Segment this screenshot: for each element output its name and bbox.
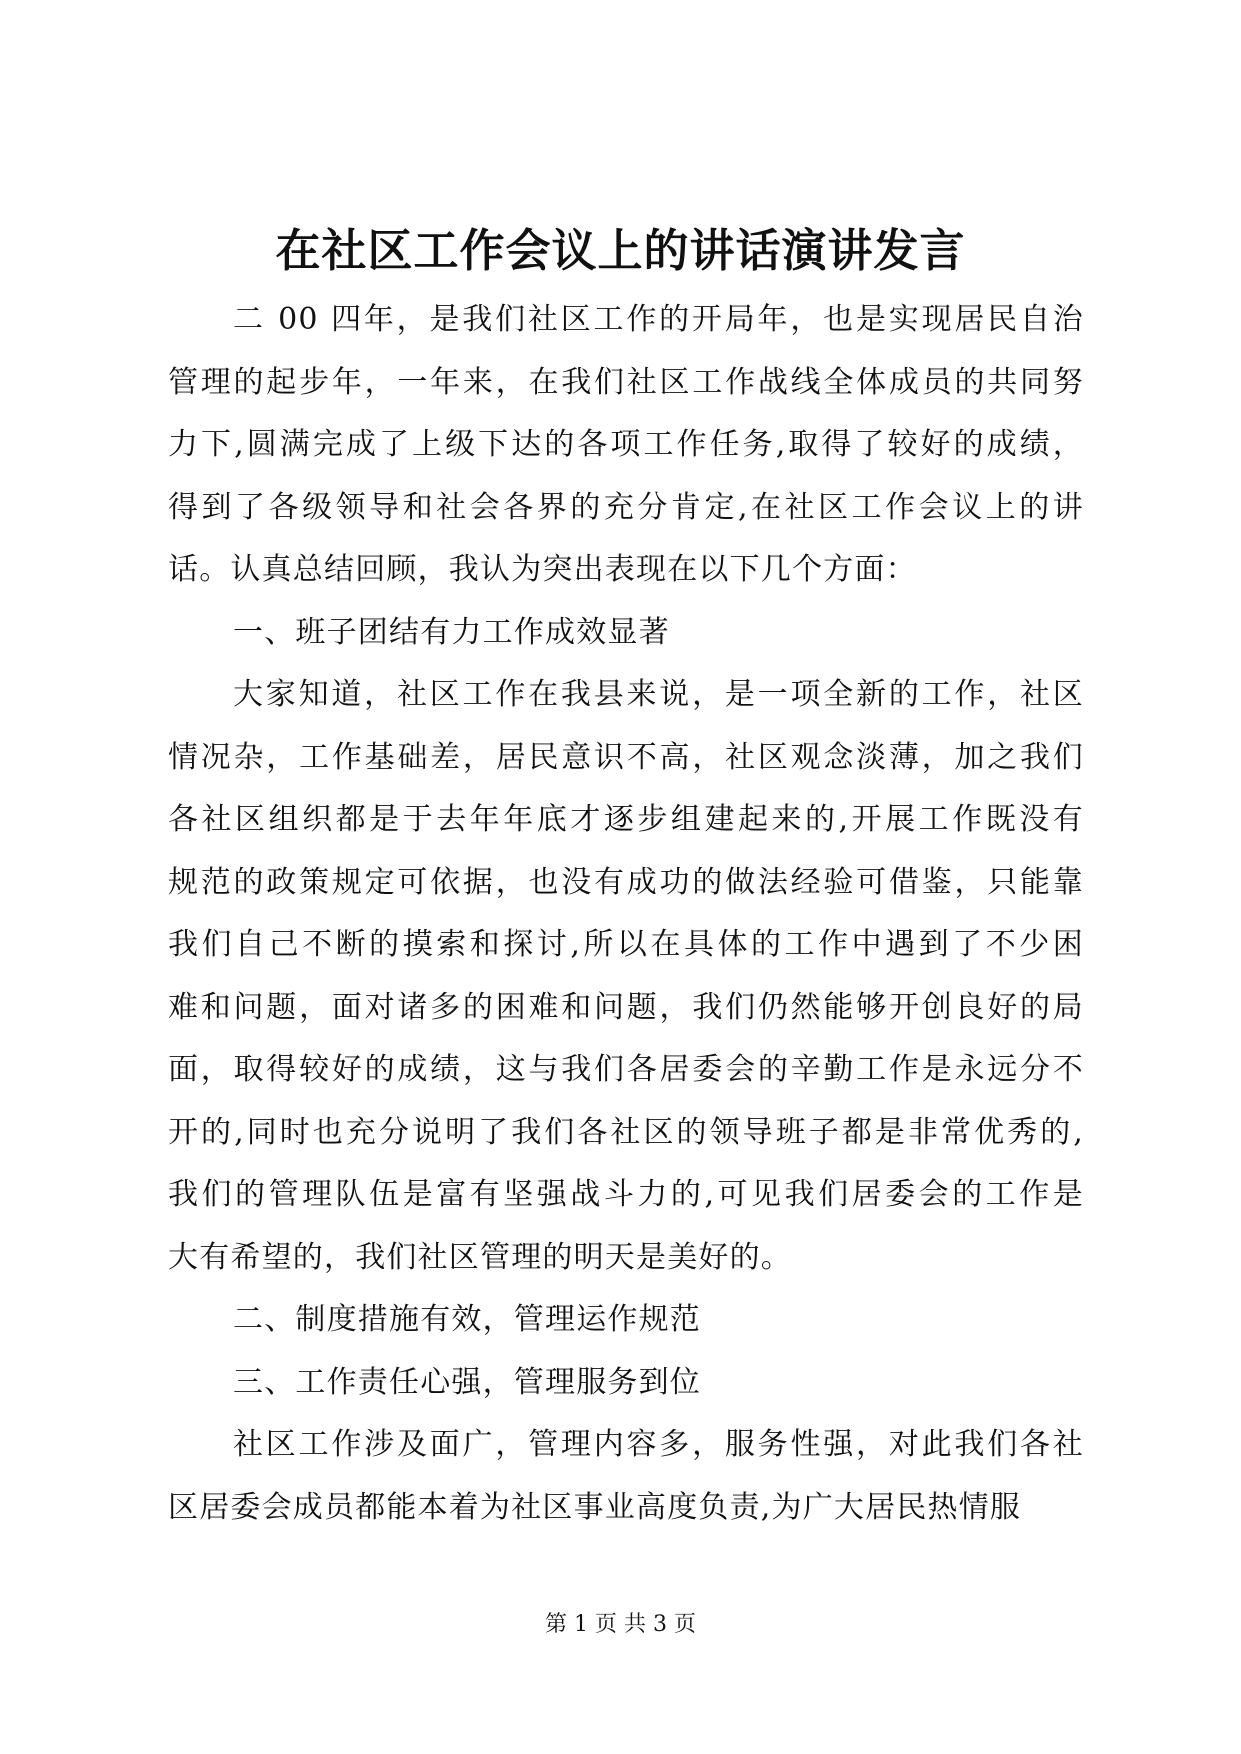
paragraph-line: 难和问题，面对诸多的困难和问题，我们仍然能够开创良好的局: [168, 989, 1084, 1025]
paragraph-line: 大有希望的，我们社区管理的明天是美好的。: [168, 1239, 792, 1275]
paragraph-line: 一、班子团结有力工作成效显著: [233, 614, 670, 650]
paragraph-line: 我们自己不断的摸索和探讨,所以在具体的工作中遇到了不少困: [168, 927, 1084, 962]
paragraph: [168, 1289, 1084, 1352]
paragraph-line: 管理的起步年，一年来，在我们社区工作战线全体成员的共同努: [168, 364, 1084, 400]
paragraph-line: 话。认真总结回顾，我认为突出表现在以下几个方面：: [168, 552, 917, 587]
paragraph-line: 情况杂，工作基础差，居民意识不高，社区观念淡薄，加之我们: [168, 739, 1084, 775]
paragraph: [168, 289, 1084, 602]
paragraph-line: 力下,圆满完成了上级下达的各项工作任务,取得了较好的成绩，: [168, 427, 1084, 462]
paragraph-line: 面，取得较好的成绩，这与我们各居委会的辛勤工作是永远分不: [168, 1052, 1084, 1087]
paragraph-line: 区居委会成员都能本着为社区事业高度负责,为广大居民热情服: [168, 1489, 1022, 1525]
paragraph-line: 我们的管理队伍是富有坚强战斗力的,可见我们居委会的工作是: [168, 1177, 1084, 1212]
paragraph-line: 二 00 四年，是我们社区工作的开局年，也是实现居民自治: [233, 302, 1084, 337]
paragraph: [168, 664, 1084, 1289]
document-title: 在社区工作会议上的讲话演讲发言: [275, 224, 966, 277]
paragraph: [168, 602, 1084, 665]
paragraph-line: 三、工作责任心强，管理服务到位: [233, 1364, 701, 1400]
page-footer: 第 1 页 共 3 页: [545, 1612, 696, 1637]
document-body: [168, 289, 1084, 1539]
paragraph: [168, 1414, 1084, 1539]
paragraph-line: 大家知道，社区工作在我县来说，是一项全新的工作，社区: [233, 677, 1084, 712]
paragraph-line: 开的,同时也充分说明了我们各社区的领导班子都是非常优秀的,: [168, 1114, 1084, 1150]
paragraph-line: 得到了各级领导和社会各界的充分肯定,在社区工作会议上的讲: [168, 489, 1084, 525]
paragraph-line: 各社区组织都是于去年年底才逐步组建起来的,开展工作既没有: [168, 802, 1084, 837]
paragraph: [168, 1352, 1084, 1415]
paragraph-line: 二、制度措施有效，管理运作规范: [233, 1302, 701, 1337]
paragraph-line: 社区工作涉及面广，管理内容多，服务性强，对此我们各社: [233, 1427, 1084, 1462]
paragraph-line: 规范的政策规定可依据，也没有成功的做法经验可借鉴，只能靠: [168, 864, 1084, 900]
